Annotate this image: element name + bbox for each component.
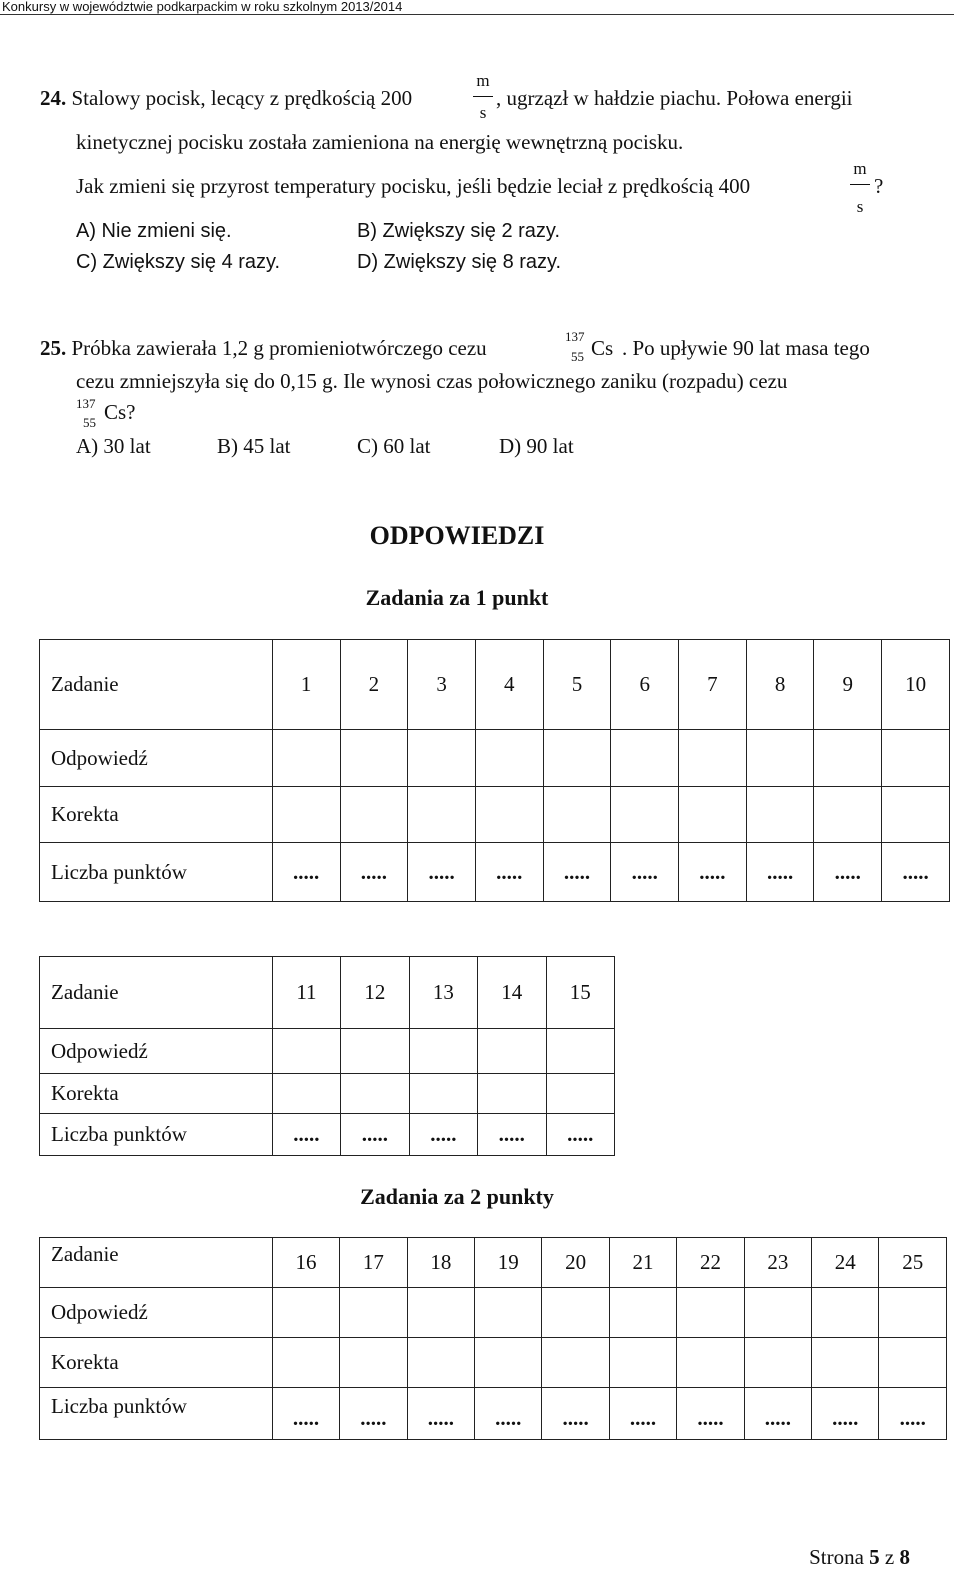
points-dots: ..... <box>272 1114 340 1156</box>
points-dots: ..... <box>340 1388 407 1440</box>
answer-table-1 <box>39 639 950 902</box>
correction-row <box>40 787 950 843</box>
task-number: 1 <box>272 640 340 730</box>
correction-cell[interactable] <box>272 787 340 843</box>
correction-cell[interactable] <box>814 787 882 843</box>
points-dots: ..... <box>478 1114 546 1156</box>
points-row <box>40 1388 947 1440</box>
task-number: 24 <box>812 1238 879 1288</box>
row-label-answer: Odpowiedź <box>40 1029 273 1074</box>
points-dots: ..... <box>609 1388 676 1440</box>
points-dots: ..... <box>475 1388 542 1440</box>
option-b: B) Zwiększy się 2 razy. <box>357 220 560 242</box>
task-row <box>40 1238 947 1288</box>
correction-cell[interactable] <box>407 1338 474 1388</box>
answer-cell[interactable] <box>340 1288 407 1338</box>
answer-cell[interactable] <box>543 730 611 787</box>
task-number: 17 <box>340 1238 407 1288</box>
points-dots: ..... <box>272 843 340 902</box>
page-label: Strona <box>809 1545 864 1569</box>
atomic-number: 55 <box>83 415 96 430</box>
mass-number: 137 <box>76 396 96 411</box>
task-number: 8 <box>746 640 814 730</box>
points-dots: ..... <box>542 1388 609 1440</box>
question-text: . Po upływie 90 lat masa tego <box>622 336 870 360</box>
element-symbol: Cs? <box>104 400 136 424</box>
element-symbol: Cs <box>591 336 614 360</box>
row-label-task: Zadanie <box>40 640 273 730</box>
answer-cell[interactable] <box>542 1288 609 1338</box>
answer-row <box>40 730 950 787</box>
task-number: 22 <box>677 1238 744 1288</box>
correction-cell[interactable] <box>475 787 543 843</box>
correction-cell[interactable] <box>609 1338 676 1388</box>
correction-cell[interactable] <box>272 1338 339 1388</box>
task-number: 14 <box>478 957 546 1029</box>
row-label-correction: Korekta <box>40 1074 273 1114</box>
row-label-correction: Korekta <box>40 1338 273 1388</box>
points-dots: ..... <box>341 1114 409 1156</box>
task-number: 25 <box>879 1238 947 1288</box>
question-number: 25. <box>40 336 67 360</box>
correction-row <box>40 1338 947 1388</box>
answer-cell[interactable] <box>341 1029 409 1074</box>
task-number: 2 <box>340 640 408 730</box>
answer-cell[interactable] <box>609 1288 676 1338</box>
question-text: Stalowy pocisk, lecący z prędkością 200 <box>71 86 413 110</box>
page-header: Konkursy w województwie podkarpackim w roku szkolnym 2013/2014 <box>0 0 954 15</box>
answer-row <box>40 1288 947 1338</box>
answer-row <box>40 1029 615 1074</box>
page-number: 5 <box>869 1545 880 1569</box>
correction-cell[interactable] <box>744 1338 811 1388</box>
correction-cell[interactable] <box>542 1338 609 1388</box>
option-c: C) Zwiększy się 4 razy. <box>76 251 281 273</box>
correction-cell[interactable] <box>611 787 679 843</box>
correction-cell[interactable] <box>340 1338 407 1388</box>
task-row <box>40 957 615 1029</box>
unit-numerator: m <box>476 71 490 90</box>
correction-row <box>40 1074 615 1114</box>
section-heading-1pt: Zadania za 1 punkt <box>365 585 549 610</box>
task-number: 12 <box>341 957 409 1029</box>
answer-cell[interactable] <box>677 1288 744 1338</box>
task-number: 3 <box>408 640 476 730</box>
points-dots: ..... <box>679 843 747 902</box>
task-number: 23 <box>744 1238 811 1288</box>
correction-cell[interactable] <box>341 1074 409 1114</box>
points-dots: ..... <box>543 843 611 902</box>
question-text: Próbka zawierała 1,2 g promieniotwórczego cezu <box>71 336 487 360</box>
question-text: , ugrzązł w hałdzie piachu. Połowa energii <box>496 86 853 110</box>
page-footer <box>809 1545 910 1569</box>
points-row <box>40 1114 615 1156</box>
points-dots: ..... <box>744 1388 811 1440</box>
task-number: 4 <box>475 640 543 730</box>
answer-table-2 <box>39 956 615 1156</box>
answer-cell[interactable] <box>408 730 476 787</box>
points-dots: ..... <box>611 843 679 902</box>
points-dots: ..... <box>814 843 882 902</box>
unit-numerator: m <box>853 159 867 178</box>
answer-cell[interactable] <box>409 1029 477 1074</box>
answer-cell[interactable] <box>679 730 747 787</box>
question-text: Jak zmieni się przyrost temperatury pocisku, jeśli będzie leciał z prędkością 400 <box>76 174 751 198</box>
task-number: 9 <box>814 640 882 730</box>
answer-cell[interactable] <box>812 1288 879 1338</box>
answer-cell[interactable] <box>475 730 543 787</box>
section-heading-2pt: Zadania za 2 punkty <box>360 1184 554 1209</box>
correction-cell[interactable] <box>340 787 408 843</box>
answer-cell[interactable] <box>546 1029 614 1074</box>
task-number: 19 <box>475 1238 542 1288</box>
correction-cell[interactable] <box>272 1074 340 1114</box>
option-a: A) 30 lat <box>76 434 151 458</box>
option-d: D) 90 lat <box>499 434 574 458</box>
points-dots: ..... <box>340 843 408 902</box>
points-dots: ..... <box>879 1388 947 1440</box>
task-number: 6 <box>611 640 679 730</box>
atomic-number: 55 <box>571 349 584 364</box>
correction-cell[interactable] <box>543 787 611 843</box>
correction-cell[interactable] <box>677 1338 744 1388</box>
correction-cell[interactable] <box>408 787 476 843</box>
fraction-bar <box>473 96 493 97</box>
points-dots: ..... <box>677 1388 744 1440</box>
answer-cell[interactable] <box>272 1288 339 1338</box>
answer-cell[interactable] <box>882 730 950 787</box>
task-number: 10 <box>882 640 950 730</box>
answer-cell[interactable] <box>272 1029 340 1074</box>
points-dots: ..... <box>546 1114 614 1156</box>
answer-cell[interactable] <box>407 1288 474 1338</box>
answer-cell[interactable] <box>814 730 882 787</box>
unit-denominator: s <box>479 103 487 122</box>
answer-cell[interactable] <box>611 730 679 787</box>
points-dots: ..... <box>746 843 814 902</box>
answer-table-3 <box>39 1237 947 1440</box>
page-of: z <box>884 1545 895 1569</box>
correction-cell[interactable] <box>812 1338 879 1388</box>
answer-cell[interactable] <box>744 1288 811 1338</box>
unit-denominator: s <box>856 197 864 216</box>
answers-title: ODPOWIEDZI <box>369 521 545 550</box>
task-row <box>40 640 950 730</box>
question-text: cezu zmniejszyła się do 0,15 g. Ile wynosi czas połowicznego zaniku (rozpadu) cezu <box>76 369 788 393</box>
correction-cell[interactable] <box>546 1074 614 1114</box>
row-label-correction: Korekta <box>40 787 273 843</box>
points-dots: ..... <box>882 843 950 902</box>
correction-cell[interactable] <box>475 1338 542 1388</box>
points-row <box>40 843 950 902</box>
task-number: 16 <box>272 1238 339 1288</box>
row-label-points: Liczba punktów <box>40 1388 273 1440</box>
points-dots: ..... <box>812 1388 879 1440</box>
option-d: D) Zwiększy się 8 razy. <box>357 251 562 273</box>
answer-cell[interactable] <box>272 730 340 787</box>
row-label-task: Zadanie <box>40 957 273 1029</box>
question-number: 24. <box>40 86 67 110</box>
answer-cell[interactable] <box>340 730 408 787</box>
points-dots: ..... <box>272 1388 339 1440</box>
row-label-answer: Odpowiedź <box>40 730 273 787</box>
task-number: 15 <box>546 957 614 1029</box>
correction-cell[interactable] <box>478 1074 546 1114</box>
answer-cell[interactable] <box>475 1288 542 1338</box>
mass-number: 137 <box>565 329 585 344</box>
row-label-points: Liczba punktów <box>40 1114 273 1156</box>
points-dots: ..... <box>409 1114 477 1156</box>
task-number: 11 <box>272 957 340 1029</box>
task-number: 20 <box>542 1238 609 1288</box>
page-total: 8 <box>899 1545 910 1569</box>
task-number: 13 <box>409 957 477 1029</box>
points-dots: ..... <box>475 843 543 902</box>
row-label-answer: Odpowiedź <box>40 1288 273 1338</box>
task-number: 5 <box>543 640 611 730</box>
option-a: A) Nie zmieni się. <box>76 220 232 242</box>
task-number: 7 <box>679 640 747 730</box>
answer-cell[interactable] <box>478 1029 546 1074</box>
question-mark: ? <box>874 174 884 198</box>
task-number: 18 <box>407 1238 474 1288</box>
correction-cell[interactable] <box>746 787 814 843</box>
option-b: B) 45 lat <box>217 434 291 458</box>
answer-cell[interactable] <box>746 730 814 787</box>
correction-cell[interactable] <box>409 1074 477 1114</box>
option-c: C) 60 lat <box>357 434 431 458</box>
correction-cell[interactable] <box>879 1338 947 1388</box>
correction-cell[interactable] <box>679 787 747 843</box>
task-number: 21 <box>609 1238 676 1288</box>
row-label-task: Zadanie <box>40 1238 273 1288</box>
question-text: kinetycznej pocisku została zamieniona na energię wewnętrzną pocisku. <box>76 130 684 154</box>
row-label-points: Liczba punktów <box>40 843 273 902</box>
fraction-bar <box>850 184 870 185</box>
points-dots: ..... <box>407 1388 474 1440</box>
answer-cell[interactable] <box>879 1288 947 1338</box>
correction-cell[interactable] <box>882 787 950 843</box>
points-dots: ..... <box>408 843 476 902</box>
